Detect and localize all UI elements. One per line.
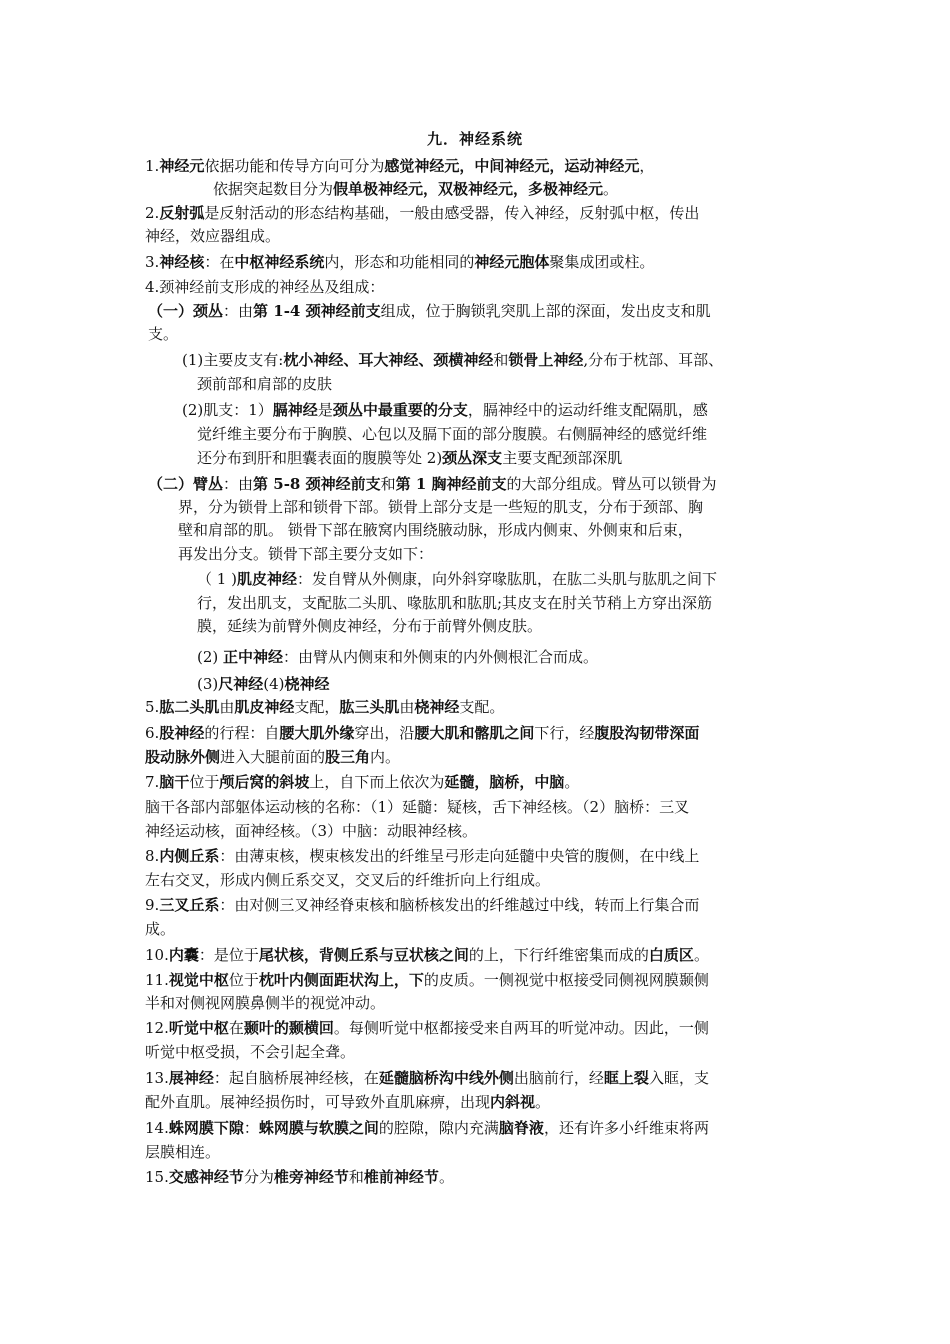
text-line <box>145 993 385 1015</box>
text-run: 和 <box>380 475 396 493</box>
text-run: 依据突起数目分为 <box>213 180 334 198</box>
bold-term: 展神经 <box>168 1069 214 1087</box>
text-run: ：发自臂从外侧康，向外斜穿喙肱肌，在肱二头肌与肱肌之间下 <box>296 570 717 588</box>
text-run: 和 <box>493 351 509 369</box>
bold-term: 延髓，脑桥，中脑 <box>444 773 565 791</box>
text-run: ， <box>639 157 655 175</box>
text-line <box>145 846 810 868</box>
text-run: （ 1 ) <box>197 570 237 588</box>
text-line <box>197 374 332 396</box>
text-line <box>145 870 550 892</box>
bold-term: 第 1 胸神经前支 <box>395 475 507 493</box>
text-line <box>145 772 579 794</box>
bold-term: 锁骨上神经 <box>508 351 584 369</box>
text-run: 依据功能和传导方向可分为 <box>204 157 385 175</box>
text-run: 出脑前行，经 <box>513 1069 604 1087</box>
text-run: ，膈神经中的运动纤维支配隔肌，感 <box>467 401 708 419</box>
text-run: 位于 <box>189 773 220 791</box>
text-run: 上，自下而上依次为 <box>309 773 445 791</box>
text-run: 行，发出肌支，支配肱二头肌、喙肱肌和肱肌;其皮支在肘关节稍上方穿出深筋 <box>197 594 713 612</box>
bold-term: （一）颈丛 <box>148 302 224 320</box>
text-line <box>145 1167 454 1189</box>
bold-term: 颈丛深支 <box>442 449 503 467</box>
text-run: 7. <box>145 773 160 791</box>
text-run: 的皮质。一侧视觉中枢接受同侧视网膜颞侧 <box>423 971 709 989</box>
text-run: 分为 <box>243 1168 274 1186</box>
bold-term: （二）臂丛 <box>148 475 224 493</box>
text-line <box>145 226 280 248</box>
text-run: 的大部分组成。臂丛可以锁骨为 <box>506 475 717 493</box>
text-line <box>182 350 810 372</box>
text-line <box>145 1018 810 1040</box>
text-line <box>145 821 477 843</box>
bold-term: 腰大肌和髂肌之间 <box>414 724 535 742</box>
text-line <box>197 593 810 615</box>
text-line <box>145 697 504 719</box>
text-run: ,分布于枕部、耳部、 <box>583 351 724 369</box>
text-run: ：由臂从内侧束和外侧束的内外侧根汇合而成。 <box>283 648 599 666</box>
text-run: 6. <box>145 724 160 742</box>
text-run: 支配， <box>294 698 340 716</box>
text-line <box>145 797 810 819</box>
text-run: 左右交叉，形成内侧丘系交叉，交叉后的纤维折向上行组成。 <box>145 871 551 889</box>
text-run: 。 <box>535 1093 551 1111</box>
text-line <box>182 400 810 422</box>
bold-term: 听觉中枢 <box>168 1019 229 1037</box>
bold-term: 第 1-4 颈神经前支 <box>253 302 381 320</box>
bold-term: 白质区 <box>648 946 694 964</box>
text-run: 和 <box>348 1168 364 1186</box>
text-run: 8. <box>145 847 160 865</box>
text-run: 支。 <box>148 325 179 343</box>
text-run: 内。 <box>370 748 401 766</box>
text-run: 界，分为锁骨上部和锁骨下部。锁骨上部分支是一些短的肌支，分布于颈部、胸 <box>178 498 704 516</box>
bold-term: 内侧丘系 <box>159 847 220 865</box>
bold-term: 神经元胞体 <box>474 253 550 271</box>
text-run: 。 <box>603 180 619 198</box>
bold-term: 三叉丘系 <box>159 896 220 914</box>
text-run: 脑干各部内部躯体运动核的名称：（1）延髓：疑核，舌下神经核。（2）脑桥：三叉 <box>145 798 690 816</box>
text-run: 是 <box>317 401 333 419</box>
text-run: ：起自脑桥展神经核，在 <box>213 1069 379 1087</box>
text-line <box>145 203 810 225</box>
text-run: 下行，经 <box>534 724 595 742</box>
text-run: 成。 <box>145 920 176 938</box>
text-line <box>178 544 433 566</box>
text-run: 由 <box>219 698 235 716</box>
bold-term: 肌皮神经 <box>234 698 295 716</box>
text-run: 是反射活动的形态结构基础，一般由感受器，传入神经，反射弧中枢，传出 <box>204 204 700 222</box>
text-run: 聚集成团或柱。 <box>549 253 655 271</box>
text-line <box>145 723 810 745</box>
text-line <box>145 1092 550 1114</box>
text-line <box>197 674 330 696</box>
text-run: 15. <box>145 1168 169 1186</box>
bold-term: 股动脉外侧 <box>145 748 221 766</box>
text-run: 半和对侧视网膜鼻侧半的视觉冲动。 <box>145 994 386 1012</box>
text-line <box>145 252 654 274</box>
text-run: 2. <box>145 204 160 222</box>
text-run: ： <box>243 1119 259 1137</box>
text-line <box>197 647 598 669</box>
text-run: (2) <box>197 648 224 666</box>
text-run: 12. <box>145 1019 169 1037</box>
bold-term: 颞叶的颞横回 <box>243 1019 334 1037</box>
bold-term: 肌皮神经 <box>236 570 297 588</box>
text-run: 膜，延续为前臂外侧皮神经，分布于前臂外侧皮肤。 <box>197 617 543 635</box>
text-run: 再发出分支。锁骨下部主要分支如下： <box>178 545 434 563</box>
bold-term: 尺神经 <box>218 675 264 693</box>
bold-term: 视觉中枢 <box>168 971 229 989</box>
bold-term: 蛛网膜下隙 <box>168 1119 244 1137</box>
text-line <box>145 1118 810 1140</box>
text-run: 14. <box>145 1119 169 1137</box>
bold-term: 眶上裂 <box>603 1069 649 1087</box>
text-run: (3) <box>197 675 219 693</box>
text-line <box>145 156 654 178</box>
bold-term: 脑脊液 <box>498 1119 544 1137</box>
text-run: 觉纤维主要分布于胸膜、心包以及膈下面的部分腹膜。右侧膈神经的感觉纤维 <box>197 425 708 443</box>
bold-term: 桡神经 <box>414 698 460 716</box>
text-line <box>148 324 178 346</box>
text-run: 穿出，沿 <box>354 724 415 742</box>
text-line <box>145 895 810 917</box>
bold-term: 肱三头肌 <box>339 698 400 716</box>
text-run: 支配。 <box>459 698 505 716</box>
text-run: 组成，位于胸锁乳突肌上部的深面，发出皮支和肌 <box>380 302 711 320</box>
text-line <box>148 474 810 496</box>
text-run: (4) <box>263 675 285 693</box>
bold-term: 桡神经 <box>284 675 330 693</box>
text-run: ：由 <box>223 302 254 320</box>
text-line <box>178 520 810 542</box>
text-line <box>145 945 810 967</box>
text-run: 层膜相连。 <box>145 1143 221 1161</box>
text-run: 的腔隙，隙内充满 <box>378 1119 499 1137</box>
text-run: 4.颈神经前支形成的神经丛及组成： <box>145 278 385 296</box>
text-run: 。 <box>693 946 709 964</box>
text-run: 神经，效应器组成。 <box>145 227 281 245</box>
bold-term: 脑干 <box>159 773 190 791</box>
text-run: 3. <box>145 253 160 271</box>
bold-term: 椎旁神经节 <box>273 1168 349 1186</box>
bold-term: 膈神经 <box>272 401 318 419</box>
text-run: ，还有许多小纤维束将两 <box>543 1119 709 1137</box>
page-title: 九．神经系统 <box>426 130 523 148</box>
text-line <box>197 448 622 470</box>
bold-term: 枕小神经、耳大神经、颈横神经 <box>283 351 494 369</box>
bold-term: 内斜视 <box>490 1093 536 1111</box>
text-run: ：由 <box>223 475 254 493</box>
bold-term: 假单极神经元，双极神经元，多极神经元 <box>333 180 604 198</box>
text-run: 还分布到肝和胆囊表面的腹膜等处 2) <box>197 449 443 467</box>
bold-term: 内囊 <box>168 946 199 964</box>
text-run: 神经运动核，面神经核。（3）中脑：动眼神经核。 <box>145 822 478 840</box>
text-run: 13. <box>145 1069 169 1087</box>
text-run: ：在 <box>204 253 235 271</box>
text-line <box>148 301 810 323</box>
bold-term: 延髓脑桥沟中线外侧 <box>378 1069 514 1087</box>
text-line <box>145 970 810 992</box>
bold-term: 枕叶内侧面距状沟上，下 <box>258 971 424 989</box>
text-line <box>145 1068 810 1090</box>
text-run: 由 <box>399 698 415 716</box>
text-run: 内，形态和功能相同的 <box>324 253 475 271</box>
text-line <box>145 747 400 769</box>
bold-term: 股三角 <box>325 748 371 766</box>
bold-term: 正中神经 <box>223 648 284 666</box>
text-run: 1. <box>145 157 160 175</box>
text-line <box>145 277 384 299</box>
text-run: 。每侧听觉中枢都接受来自两耳的听觉冲动。因此，一侧 <box>333 1019 709 1037</box>
text-run: (1)主要皮支有: <box>182 351 284 369</box>
text-run: 入眶，支 <box>648 1069 709 1087</box>
text-run: 的上，下行纤维密集而成的 <box>468 946 649 964</box>
bold-term: 中枢神经系统 <box>234 253 325 271</box>
text-line <box>213 179 618 201</box>
bold-term: 尾状核，背侧丘系与豆状核之间 <box>258 946 469 964</box>
bold-term: 颅后窝的斜坡 <box>219 773 310 791</box>
text-run: 9. <box>145 896 160 914</box>
text-run: 主要支配颈部深肌 <box>502 449 623 467</box>
text-line <box>178 497 810 519</box>
text-run: 位于 <box>228 971 259 989</box>
bold-term: 腰大肌外缘 <box>279 724 355 742</box>
text-line <box>145 1042 355 1064</box>
bold-term: 交感神经节 <box>168 1168 244 1186</box>
bold-term: 股神经 <box>159 724 205 742</box>
bold-term: 反射弧 <box>159 204 205 222</box>
text-run: 在 <box>228 1019 244 1037</box>
text-run: 配外直肌。展神经损伤时，可导致外直肌麻痹，出现 <box>145 1093 491 1111</box>
bold-term: 蛛网膜与软膜之间 <box>258 1119 379 1137</box>
text-run: 听觉中枢受损，不会引起全聋。 <box>145 1043 356 1061</box>
text-run: 5. <box>145 698 160 716</box>
text-run: ：是位于 <box>198 946 259 964</box>
text-run: ：由对侧三叉神经脊束核和脑桥核发出的纤维越过中线，转而上行集合而 <box>219 896 700 914</box>
bold-term: 椎前神经节 <box>363 1168 439 1186</box>
bold-term: 腹股沟韧带深面 <box>594 724 700 742</box>
text-run: 壁和肩部的肌。 锁骨下部在腋窝内围绕腋动脉，形成内侧束、外侧束和后束， <box>178 521 693 539</box>
text-run: 11. <box>145 971 169 989</box>
text-run: 进入大腿前面的 <box>220 748 326 766</box>
text-line <box>197 616 542 638</box>
text-line <box>145 1142 220 1164</box>
bold-term: 颈丛中最重要的分支 <box>332 401 468 419</box>
text-run: 。 <box>438 1168 454 1186</box>
bold-term: 肱二头肌 <box>159 698 220 716</box>
bold-term: 神经元 <box>159 157 205 175</box>
bold-term: 第 5-8 颈神经前支 <box>253 475 381 493</box>
text-run: ：由薄束核，楔束核发出的纤维呈弓形走向延髓中央管的腹侧，在中线上 <box>219 847 700 865</box>
text-line <box>145 919 175 941</box>
bold-term: 神经核 <box>159 253 205 271</box>
text-run: 颈前部和肩部的皮肤 <box>197 375 333 393</box>
text-line <box>197 569 810 591</box>
text-run: (2)肌支：1） <box>182 401 273 419</box>
text-line <box>197 424 810 446</box>
text-run: 的行程：自 <box>204 724 280 742</box>
bold-term: 感觉神经元，中间神经元，运动神经元 <box>384 157 640 175</box>
text-run: 。 <box>564 773 580 791</box>
text-run: 10. <box>145 946 169 964</box>
